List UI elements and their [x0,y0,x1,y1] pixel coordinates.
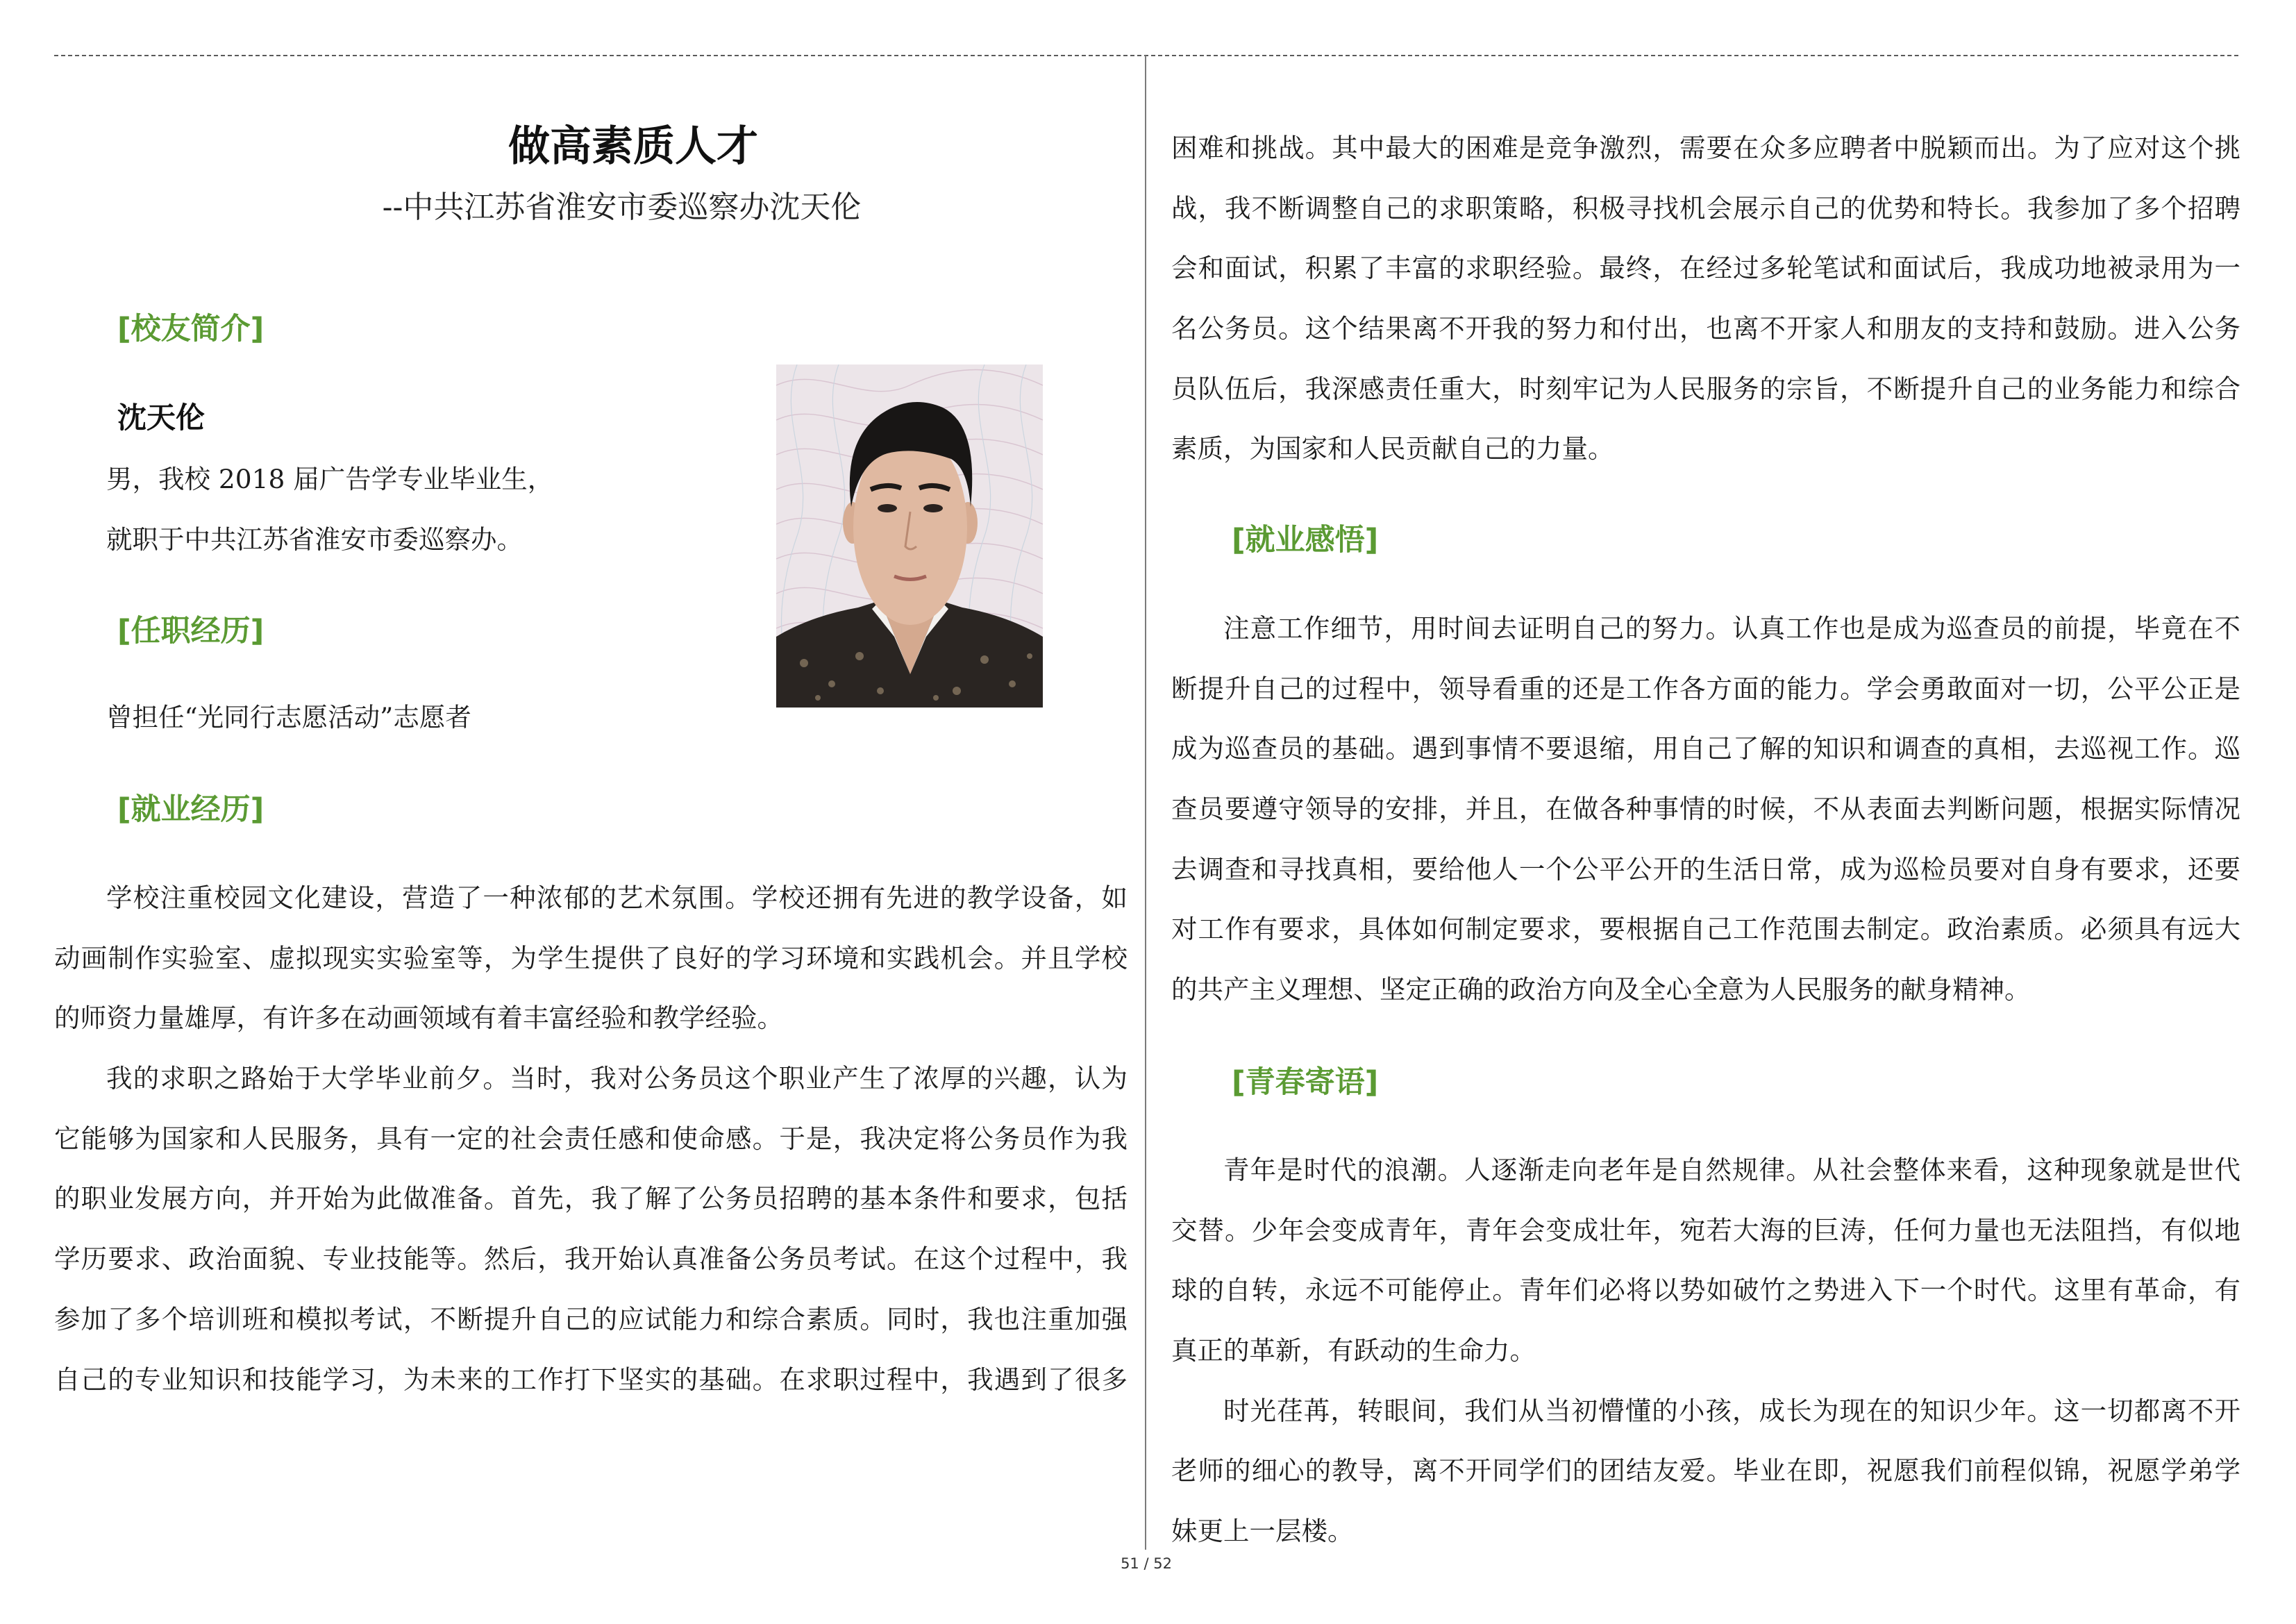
employment-line: 名公务员。这个结果离不开我的努力和付出，也离不开家人和朋友的支持和鼓励。进入公务 [1171,313,2240,344]
page-number: 51 / 52 [1121,1555,1172,1572]
employment-text-right [1171,118,2240,479]
positions-line: 曾担任“光同行志愿活动”志愿者 [106,702,471,733]
youth-line: 时光荏苒，转眼间，我们从当初懵懂的小孩，成长为现在的知识少年。这一切都离不开 [1223,1395,2240,1426]
positions-text [54,687,1128,748]
employment-line: 素质，为国家和人民贡献自己的力量。 [1171,433,1614,464]
employment-line: 动画制作实验室、虚拟现实实验室等，为学生提供了良好的学习环境和实践机会。并且学校 [54,942,1128,973]
alumnus-name: 沈天伦 [117,401,206,435]
employment-line: 学校注重校园文化建设，营造了一种浓郁的艺术氛围。学校还拥有先进的教学设备，如 [106,882,1128,913]
page-subtitle: --中共江苏省淮安市委巡察办沈天伦 [382,190,862,225]
employment-line: 自己的专业知识和技能学习，为未来的工作打下坚实的基础。在求职过程中，我遇到了很多 [54,1364,1128,1395]
youth-line: 青年是时代的浪潮。人逐渐走向老年是自然规律。从社会整体来看，这种现象就是世代 [1223,1155,2240,1185]
section-heading-employment: [就业经历] [117,792,265,827]
employment-line: 它能够为国家和人民服务，具有一定的社会责任感和使命感。于是，我决定将公务员作为我 [54,1123,1128,1154]
portrait-photo [776,365,1043,708]
insights-line: 去调查和寻找真相，要给他人一个公平公开的生活日常，成为巡检员要对自身有要求，还要 [1171,853,2240,885]
youth-line: 妹更上一层楼。 [1171,1516,1354,1547]
profile-line: 男，我校 2018 届广告学专业毕业生， [106,464,554,494]
section-heading-positions: [任职经历] [117,614,265,648]
portrait-image [776,365,1043,708]
employment-line: 困难和挑战。其中最大的困难是竞争激烈，需要在众多应聘者中脱颖而出。为了应对这个挑 [1171,133,2240,163]
employment-line: 参加了多个培训班和模拟考试，不断提升自己的应试能力和综合素质。同时，我也注重加强 [54,1303,1128,1334]
employment-text-left [54,868,1128,1409]
employment-line: 的职业发展方向，并开始为此做准备。首先，我了解了公务员招聘的基本条件和要求，包括 [54,1183,1128,1214]
employment-line: 员队伍后，我深感责任重大，时刻牢记为人民服务的宗旨，不断提升自己的业务能力和综合 [1171,373,2240,404]
employment-line: 会和面试，积累了丰富的求职经验。最终，在经过多轮笔试和面试后，我成功地被录用为一 [1171,253,2240,284]
insights-line: 的共产主义理想、坚定正确的政治方向及全心全意为人民服务的献身精神。 [1171,974,2031,1005]
column-divider [1145,56,1146,1550]
top-dashed-rule [54,55,2240,56]
employment-line: 我的求职之路始于大学毕业前夕。当时，我对公务员这个职业产生了浓厚的兴趣，认为 [106,1063,1128,1094]
employment-line: 战，我不断调整自己的求职策略，积极寻找机会展示自己的优势和特长。我参加了多个招聘 [1171,192,2240,224]
youth-line: 交替。少年会变成青年，青年会变成壮年，宛若大海的巨涛，任何力量也无法阻挡，有似地 [1171,1214,2240,1246]
insights-line: 注意工作细节，用时间去证明自己的努力。认真工作也是成为巡查员的前提，毕竟在不 [1223,613,2240,644]
youth-line: 老师的细心的教导，离不开同学们的团结友爱。毕业在即，祝愿我们前程似锦，祝愿学弟学 [1171,1455,2240,1487]
profile-line: 就职于中共江苏省淮安市委巡察办。 [106,524,523,555]
insights-line: 成为巡查员的基础。遇到事情不要退缩，用自己了解的知识和调查的真相，去巡视工作。巡 [1171,733,2240,764]
youth-line: 真正的革新，有跃动的生命力。 [1171,1335,1536,1366]
employment-line: 学历要求、政治面貌、专业技能等。然后，我开始认真准备公务员考试。在这个过程中，我 [54,1244,1128,1275]
section-heading-youth: [青春寄语] [1232,1065,1379,1100]
insights-line: 断提升自己的过程中，领导看重的还是工作各方面的能力。学会勇敢面对一切，公平公正是 [1171,673,2240,704]
section-heading-insights: [就业感悟] [1232,523,1379,558]
youth-text [1171,1140,2240,1562]
page-title: 做高素质人才 [508,122,758,171]
section-heading-profile: [校友简介] [117,312,265,346]
employment-line: 的师资力量雄厚，有许多在动画领域有着丰富经验和教学经验。 [54,1003,783,1034]
insights-text [1171,598,2240,1020]
insights-line: 查员要遵守领导的安排，并且，在做各种事情的时候，不从表面去判断问题，根据实际情况 [1171,794,2240,825]
insights-line: 对工作有要求，具体如何制定要求，要根据自己工作范围去制定。政治素质。必须具有远大 [1171,914,2240,945]
youth-line: 球的自转，永远不可能停止。青年们必将以势如破竹之势进入下一个时代。这里有革命，有 [1171,1275,2240,1306]
